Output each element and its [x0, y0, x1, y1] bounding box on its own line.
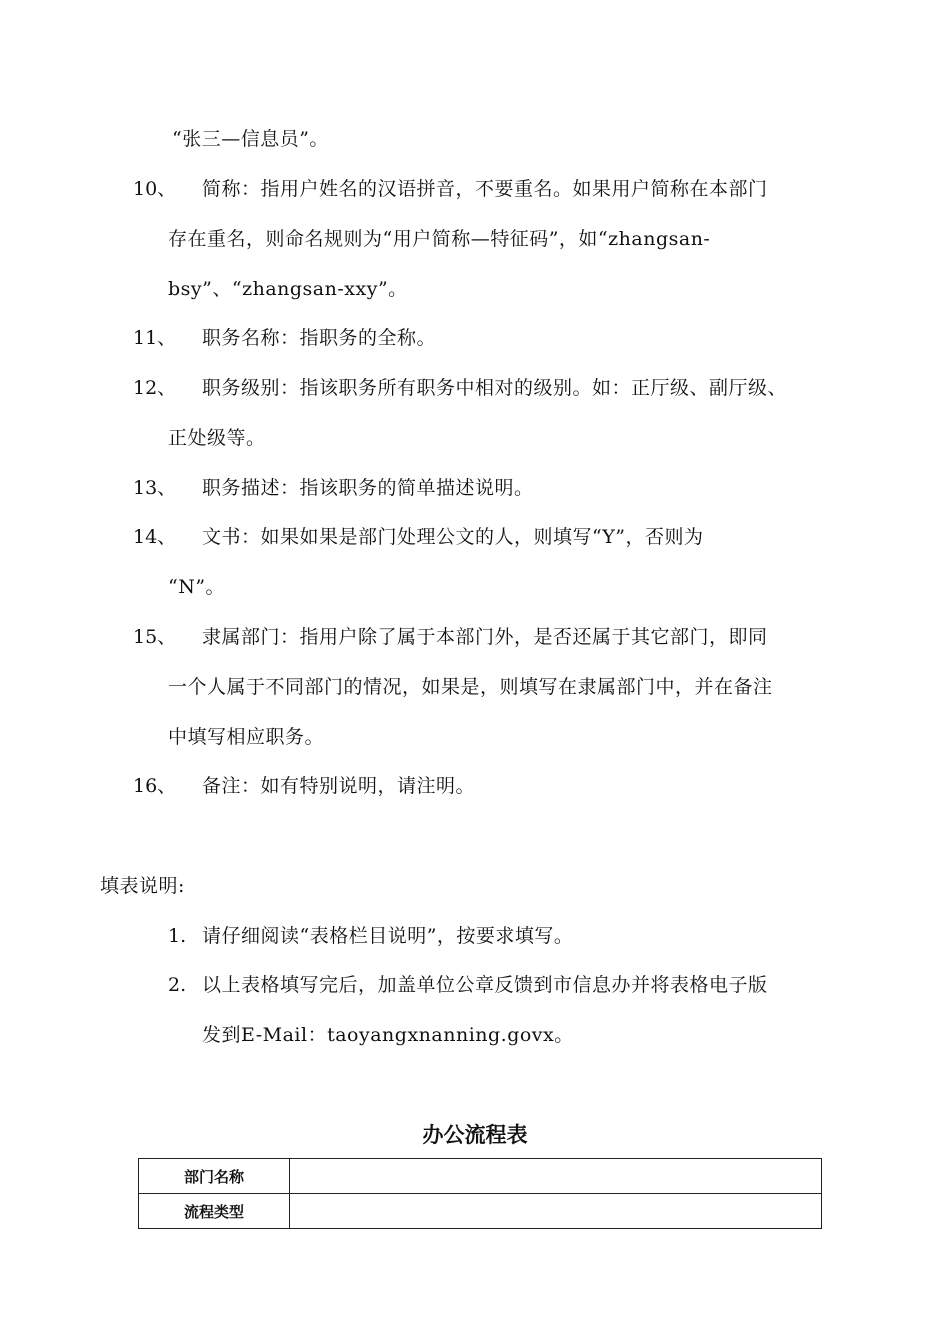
- item-continuation: “张三—信息员”。: [172, 128, 329, 150]
- process-type-field[interactable]: [290, 1194, 822, 1229]
- row-label-process-type: 流程类型: [139, 1194, 290, 1229]
- item-text: 职务描述：指该职务的简单描述说明。: [202, 477, 534, 499]
- instruction-number: 1.: [168, 925, 187, 947]
- item-text: 简称：指用户姓名的汉语拼音，不要重名。如果用户简称在本部门: [202, 178, 768, 200]
- item-text: 隶属部门：指用户除了属于本部门外，是否还属于其它部门，即同: [202, 626, 768, 648]
- item-text: 职务名称：指职务的全称。: [202, 327, 437, 349]
- process-table: [138, 1158, 822, 1229]
- instructions-heading: 填表说明:: [100, 875, 185, 897]
- table-row: [139, 1159, 822, 1194]
- item-number-13: 13、: [133, 477, 177, 499]
- item-text: 文书：如果如果是部门处理公文的人，则填写“Y”，否则为: [202, 526, 704, 548]
- row-label-department: 部门名称: [139, 1159, 290, 1194]
- item-text: bsy”、“zhangsan-xxy”。: [168, 278, 408, 300]
- item-text: 中填写相应职务。: [168, 726, 325, 748]
- department-name-field[interactable]: [290, 1159, 822, 1194]
- item-number-11: 11、: [133, 327, 177, 349]
- item-text: 正处级等。: [168, 427, 266, 449]
- item-number-10: 10、: [133, 178, 177, 200]
- item-text: 备注：如有特别说明，请注明。: [202, 775, 476, 797]
- item-text: 职务级别：指该职务所有职务中相对的级别。如：正厅级、副厅级、: [202, 377, 788, 399]
- item-text: 存在重名，则命名规则为“用户简称—特征码”，如“zhangsan-: [168, 228, 711, 250]
- item-text: “N”。: [168, 576, 226, 598]
- instruction-text: 请仔细阅读“表格栏目说明”，按要求填写。: [202, 925, 574, 947]
- instruction-text: 发到E-Mail：taoyangxnanning.govx。: [202, 1024, 574, 1046]
- instruction-number: 2.: [168, 974, 187, 996]
- table-title: 办公流程表: [422, 1123, 528, 1147]
- item-number-15: 15、: [133, 626, 177, 648]
- item-number-14: 14、: [133, 526, 177, 548]
- item-number-16: 16、: [133, 775, 177, 797]
- instruction-text: 以上表格填写完后，加盖单位公章反馈到市信息办并将表格电子版: [202, 974, 768, 996]
- table-row: [139, 1194, 822, 1229]
- item-number-12: 12、: [133, 377, 177, 399]
- item-text: 一个人属于不同部门的情况，如果是，则填写在隶属部门中，并在备注: [168, 676, 773, 698]
